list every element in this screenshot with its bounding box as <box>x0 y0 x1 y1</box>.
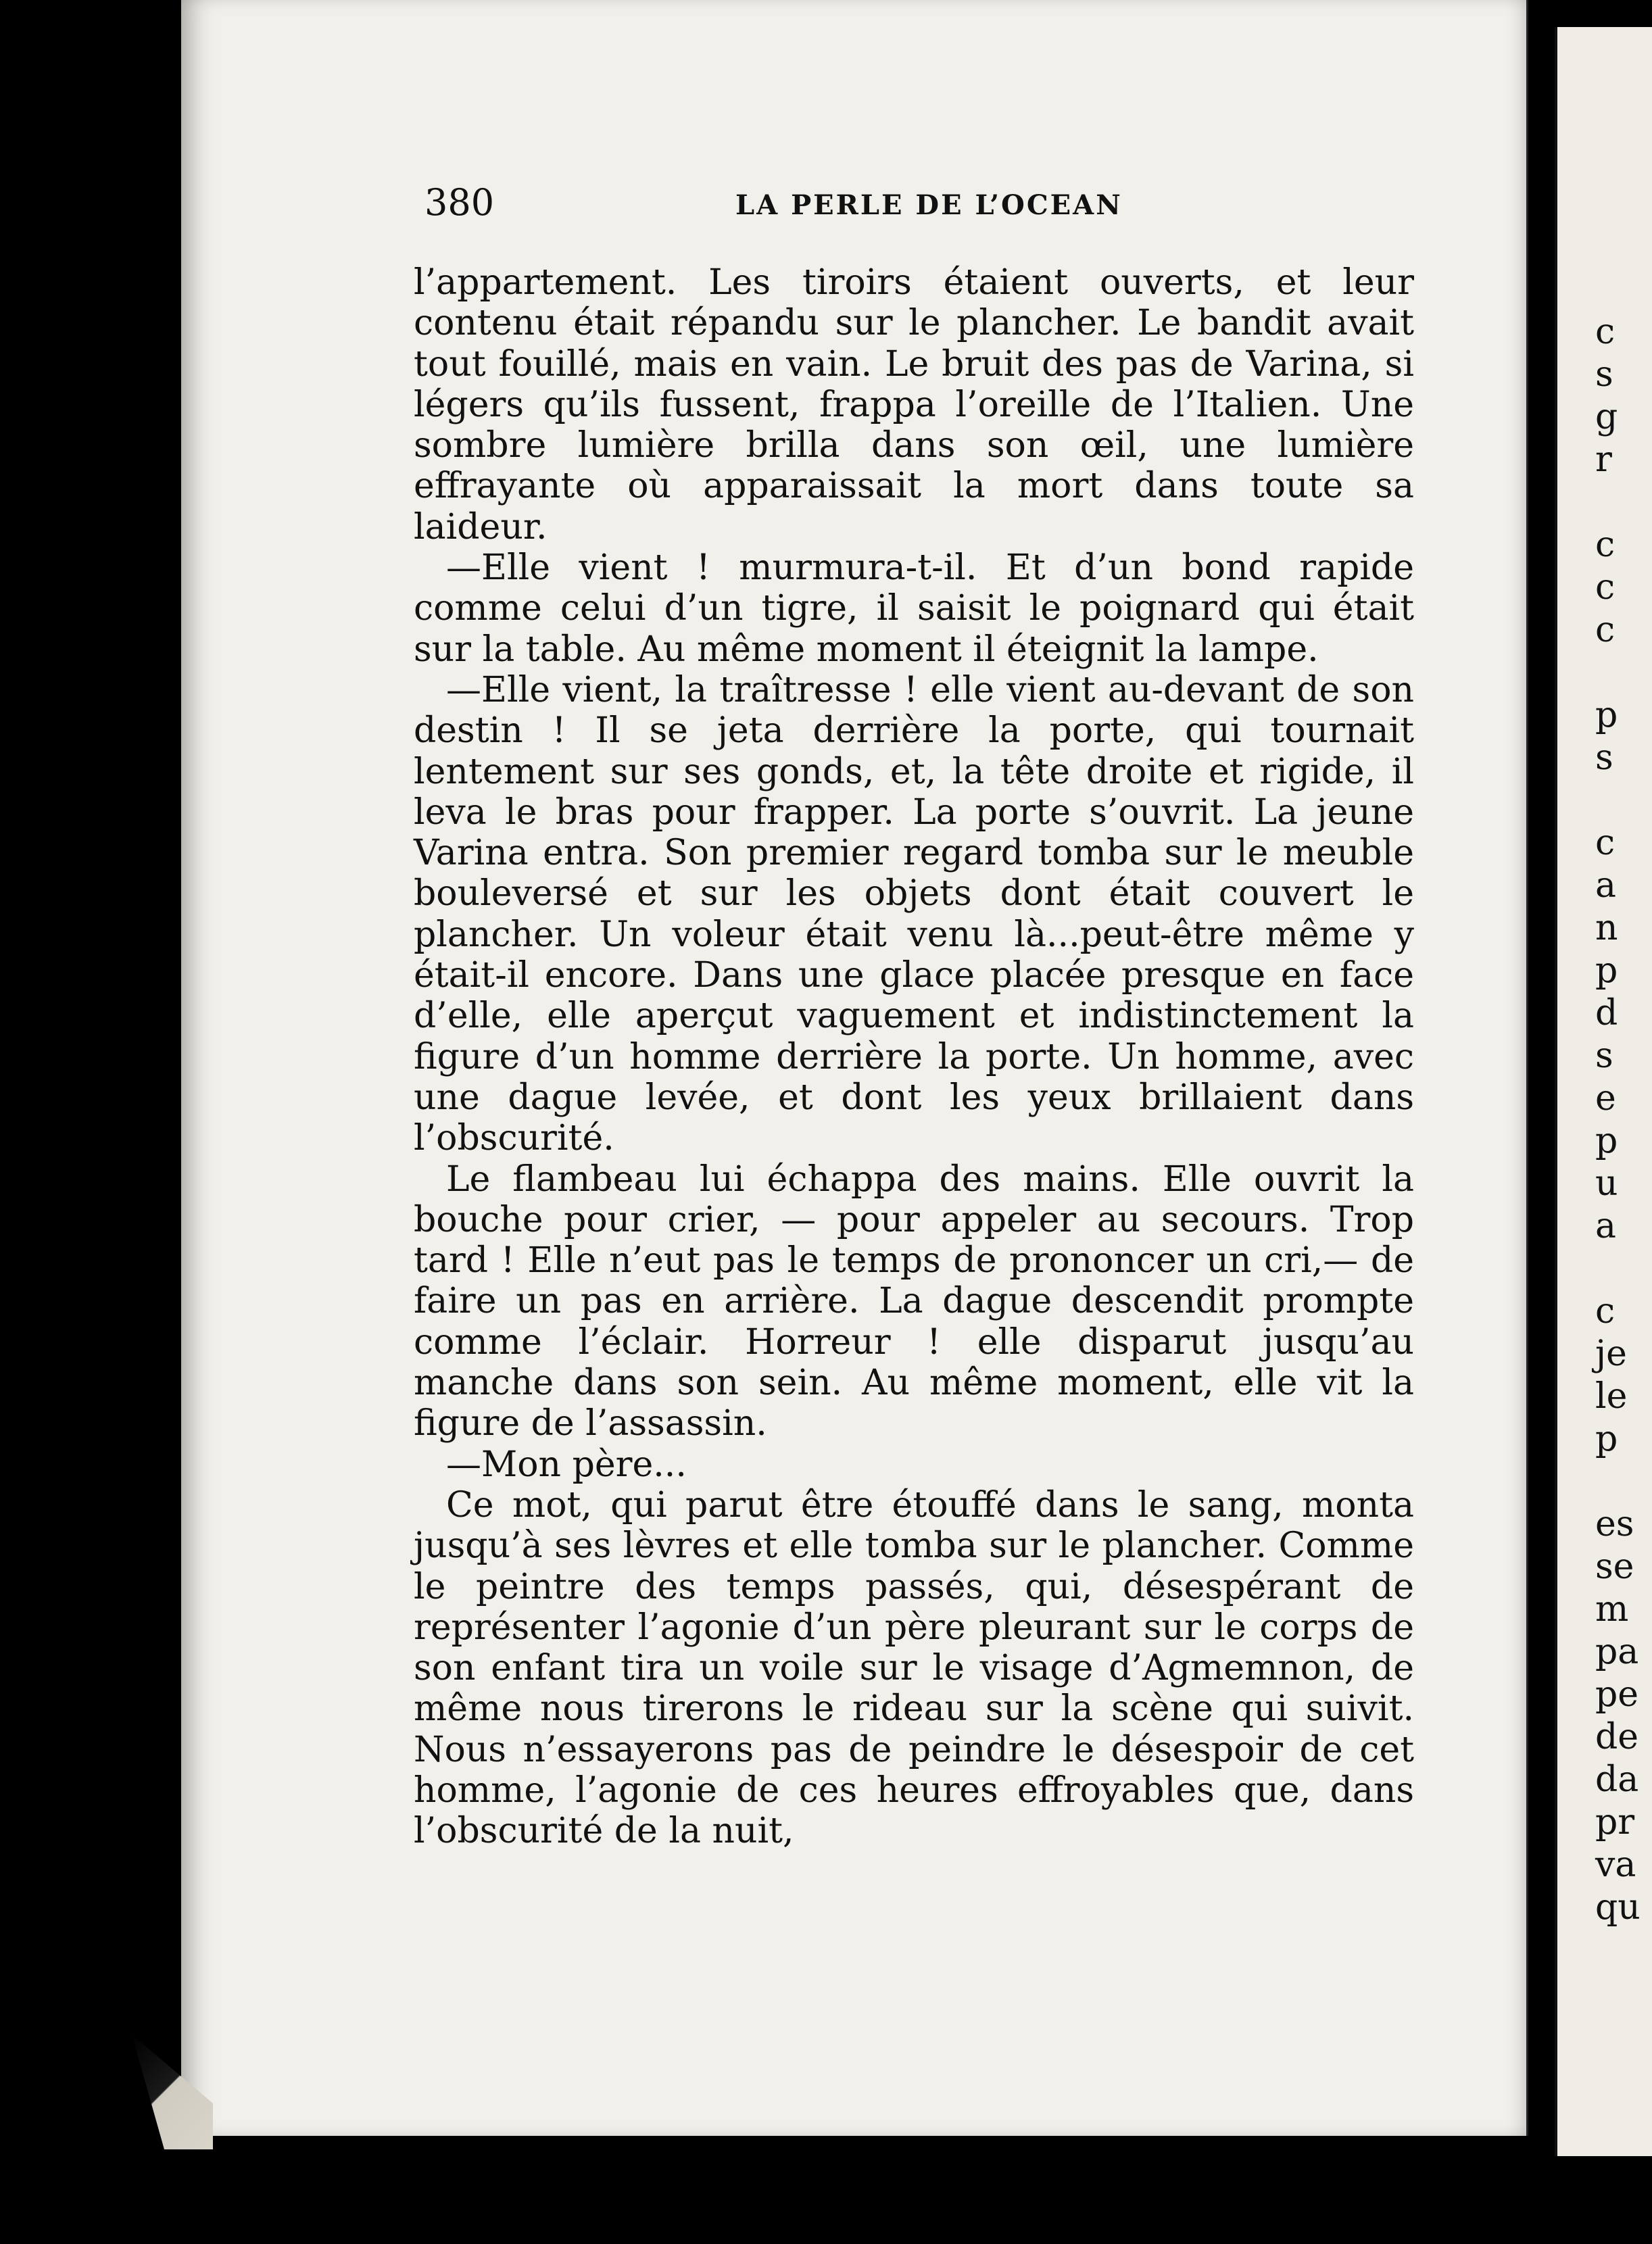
page-body-text <box>414 262 1414 1852</box>
facing-page-letter <box>1595 1248 1636 1290</box>
facing-page-letter: u <box>1595 1163 1618 1204</box>
running-title: LA PERLE DE L’OCEAN <box>735 189 1123 221</box>
facing-page-letter: da <box>1595 1759 1639 1800</box>
facing-page-letter: pe <box>1595 1674 1639 1715</box>
page-number: 380 <box>424 181 495 224</box>
facing-page-letter: qu <box>1595 1887 1641 1928</box>
facing-page-letter: es <box>1595 1504 1634 1544</box>
facing-page-letter: c <box>1595 525 1615 565</box>
paragraph: —Elle vient ! murmura-t-il. Et d’un bond rapide comme celui d’un tigre, il saisit le poignard qui était sur la table. Au même moment il éteignit la lampe. <box>414 547 1414 670</box>
facing-page-letter: c <box>1595 1291 1615 1332</box>
facing-page-letter: e <box>1595 1078 1616 1119</box>
facing-page-letter: p <box>1595 695 1618 735</box>
facing-page-letter: c <box>1595 610 1615 650</box>
facing-page-letter: le <box>1595 1376 1628 1417</box>
facing-page-letter <box>1595 1461 1636 1503</box>
facing-page-letter: se <box>1595 1546 1634 1587</box>
paragraph: —Mon père... <box>446 1444 687 1485</box>
facing-page-letter: c <box>1595 312 1615 352</box>
facing-page-letter: g <box>1595 397 1618 437</box>
paragraph: l’appartement. Les tiroirs étaient ouverts, et leur contenu était répandu sur le plancher. Le bandit avait tout fouillé, mais en vain. Le bruit des pas de Varina, si légers qu’ils fussent, frappa l’oreille de l’Italien. Une sombre lumière brilla dans son œil, une lumière effrayante où apparaissait la mort dans toute sa laideur. <box>414 262 1414 547</box>
facing-page-letter: p <box>1595 950 1618 991</box>
facing-page-letter: pr <box>1595 1802 1635 1843</box>
facing-page-letter: p <box>1595 1419 1618 1459</box>
facing-page-letter: c <box>1595 823 1615 863</box>
paragraph: Ce mot, qui parut être étouffé dans le sang, monta jusqu’à ses lèvres et elle tomba sur le plancher. Comme le peintre des temps passés, qui, désespérant de représenter l’agonie d’un père pleurant sur le corps de son enfant tira un voile sur le visage d’Agmemnon, de même nous tirerons le rideau sur la scène qui suivit. Nous n’essayerons pas de peindre le désespoir de cet homme, l’agonie de ces heures effroyables que, dans l’obscurité de la nuit, <box>414 1484 1414 1852</box>
paragraph: —Elle vient, la traîtresse ! elle vient au-devant de son destin ! Il se jeta derrière la porte, qui tournait lentement sur ses gonds, et, la tête droite et rigide, il leva le bras pour frapper. La porte s’ouvrit. La jeune Varina entra. Son premier regard tomba sur le meuble bouleversé et sur les objets dont était couvert le plancher. Un voleur était venu là...peut-être même y était-il encore. Dans une glace placée presque en face d’elle, elle aperçut vaguement et indistinctement la figure d’un homme derrière la porte. Un homme, avec une dague levée, et dont les yeux brillaient dans l’obscurité. <box>414 669 1414 1159</box>
facing-page-letter <box>1595 652 1636 694</box>
facing-page-letter <box>1595 481 1636 524</box>
facing-page-letter <box>1595 779 1636 822</box>
facing-page-letter: je <box>1595 1334 1627 1374</box>
page-header <box>424 181 1418 235</box>
facing-page-letter: a <box>1595 1206 1617 1246</box>
facing-page-letter: c <box>1595 567 1615 608</box>
facing-page-letter: s <box>1595 1035 1613 1076</box>
facing-page-letter: de <box>1595 1717 1639 1757</box>
facing-page-letter: va <box>1595 1845 1636 1885</box>
facing-page-letter: s <box>1595 354 1613 395</box>
facing-page-letter: r <box>1595 439 1612 480</box>
facing-page-letter: pa <box>1595 1632 1639 1672</box>
paragraph: Le flambeau lui échappa des mains. Elle ouvrit la bouche pour crier, — pour appeler au secours. Trop tard ! Elle n’eut pas le temps de prononcer un cri,— de faire un pas en arrière. La dague descendit prompte comme l’éclair. Horreur ! elle disparut jusqu’au manche dans son sein. Au même moment, elle vit la figure de l’assassin. <box>414 1158 1414 1444</box>
facing-page-letter: p <box>1595 1121 1618 1161</box>
facing-page-letters <box>1595 311 1641 1929</box>
facing-page-letter: m <box>1595 1589 1629 1630</box>
facing-page-letter: a <box>1595 865 1617 906</box>
facing-page-letter: d <box>1595 993 1618 1033</box>
facing-page-letter: n <box>1595 908 1618 948</box>
facing-page-letter: s <box>1595 737 1613 778</box>
